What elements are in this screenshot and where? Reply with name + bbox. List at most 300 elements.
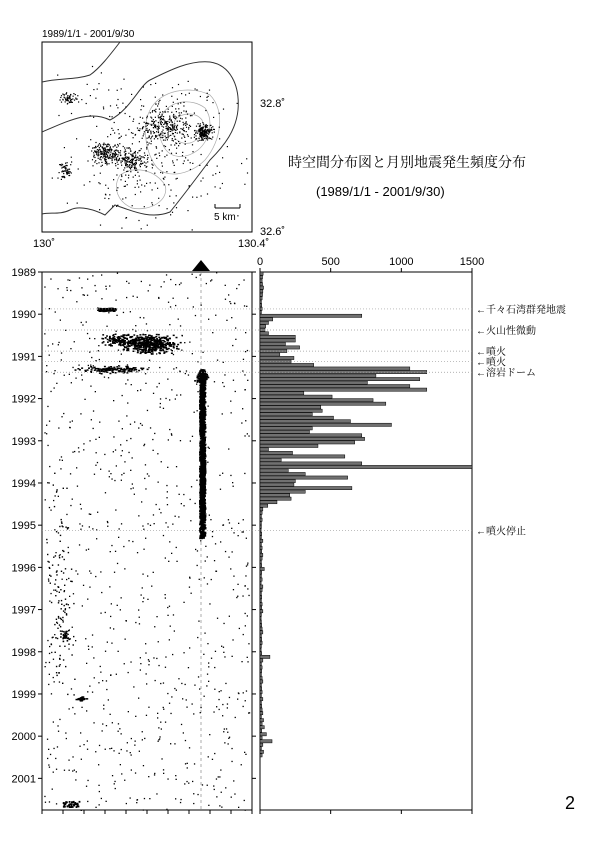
event-dot [89, 513, 90, 514]
event-dot [73, 593, 74, 594]
event-dot [190, 520, 191, 521]
event-dot [126, 415, 127, 416]
frequency-bar [260, 754, 262, 757]
event-dot [79, 277, 80, 278]
event-dot [87, 749, 88, 750]
event-dot [112, 340, 114, 342]
event-dot [208, 666, 209, 667]
event-dot [160, 683, 161, 684]
event-dot [128, 711, 129, 712]
event-dot [151, 342, 153, 344]
y-tick-label: 2001 [11, 773, 36, 786]
event-dot [236, 288, 237, 289]
event-dot [211, 579, 212, 580]
event-dot [115, 788, 116, 789]
event-dot [136, 335, 138, 337]
event-dot [66, 738, 67, 739]
event-dot [166, 497, 167, 498]
event-dot [207, 462, 208, 463]
event-dot [175, 284, 176, 285]
event-dot [49, 575, 50, 576]
event-dot [148, 475, 149, 476]
event-dot [66, 287, 67, 288]
event-dot [233, 589, 234, 590]
event-dot [165, 722, 166, 723]
event-dot [185, 373, 186, 374]
event-dot [141, 342, 143, 344]
frequency-bar [260, 743, 263, 746]
event-dot [144, 478, 145, 479]
frequency-bar [260, 708, 262, 711]
event-dot [180, 799, 181, 800]
event-dot [192, 353, 193, 354]
frequency-bar [260, 483, 294, 486]
event-dot [66, 613, 67, 614]
event-dot [141, 281, 142, 282]
event-dot [213, 785, 214, 786]
event-dot [49, 801, 50, 802]
event-dot [153, 393, 154, 394]
event-dot [158, 641, 159, 642]
event-dot [152, 343, 154, 345]
event-dot [51, 693, 52, 694]
event-dot [208, 681, 209, 682]
event-dot [87, 691, 88, 692]
event-dot [83, 449, 84, 450]
frequency-bar [260, 448, 268, 451]
event-dot [137, 352, 139, 354]
event-dot [126, 750, 127, 751]
event-dot [127, 349, 129, 351]
event-dot [158, 727, 159, 728]
frequency-bar [260, 300, 261, 303]
frequency-bar [260, 603, 262, 606]
event-dot [101, 373, 103, 375]
event-dot [47, 640, 48, 641]
event-dot [190, 440, 191, 441]
event-dot [63, 621, 64, 622]
event-dot [107, 522, 108, 523]
event-dot [118, 368, 120, 370]
event-dot [158, 665, 159, 666]
y-tick-label: 1993 [11, 435, 36, 448]
event-dot [101, 798, 102, 799]
frequency-bar [260, 430, 309, 433]
event-dot [199, 538, 203, 540]
event-dot [127, 348, 129, 350]
event-dot [244, 473, 245, 474]
event-dot [154, 523, 155, 524]
event-dot [90, 366, 92, 368]
frequency-bar [260, 406, 321, 409]
event-dot [77, 368, 79, 370]
event-dot [138, 370, 140, 372]
event-dot [97, 307, 98, 308]
event-dot [145, 538, 146, 539]
page-subtitle: (1989/1/1 - 2001/9/30) [316, 184, 445, 199]
event-dot [201, 375, 203, 377]
event-dot [53, 659, 54, 660]
event-dot [135, 622, 136, 623]
event-dot [72, 707, 73, 708]
event-dot [85, 698, 88, 700]
frequency-bar [260, 311, 261, 314]
event-dot [199, 688, 200, 689]
event-dot [244, 800, 245, 801]
event-dot [49, 646, 50, 647]
event-dot [138, 345, 140, 347]
event-dot [176, 779, 177, 780]
event-dot [49, 507, 50, 508]
event-dot [100, 571, 101, 572]
event-dot [80, 529, 81, 530]
frequency-bar [260, 427, 312, 430]
event-dot [63, 572, 64, 573]
event-dot [234, 793, 235, 794]
event-dot [55, 758, 56, 759]
frequency-bar [260, 399, 373, 402]
event-dot [214, 560, 215, 561]
event-dot [59, 665, 60, 666]
event-dot [138, 609, 139, 610]
event-dot [104, 454, 105, 455]
event-dot [59, 681, 60, 682]
event-dot [224, 386, 225, 387]
event-dot [56, 489, 57, 490]
event-dot [164, 341, 166, 343]
frequency-bar [260, 606, 262, 609]
event-dot [102, 730, 103, 731]
y-tick-label: 1992 [11, 393, 36, 406]
event-dot [165, 667, 166, 668]
event-dot [221, 646, 222, 647]
event-dot [207, 674, 208, 675]
event-dot [81, 374, 82, 375]
event-dot [223, 524, 224, 525]
event-dot [95, 465, 96, 466]
event-dot [221, 807, 222, 808]
event-dot [81, 322, 82, 323]
event-dot [45, 666, 46, 667]
event-dot [116, 674, 117, 675]
event-dot [118, 723, 119, 724]
event-dot [89, 338, 90, 339]
frequency-bar [260, 318, 273, 321]
event-dot [243, 519, 244, 520]
event-dot [222, 382, 223, 383]
event-dot [170, 279, 171, 280]
event-dot [92, 528, 93, 529]
event-dot [194, 763, 195, 764]
event-dot [60, 664, 61, 665]
frequency-bar [260, 356, 294, 359]
event-dot [99, 791, 100, 792]
event-dot [143, 765, 144, 766]
event-dot [124, 343, 126, 345]
event-dot [140, 317, 141, 318]
frequency-bar [260, 627, 262, 630]
event-dot [67, 527, 68, 528]
event-dot [89, 526, 90, 527]
event-dot [70, 581, 71, 582]
event-dot [204, 577, 205, 578]
event-dot [182, 698, 183, 699]
event-dot [115, 300, 116, 301]
event-dot [247, 563, 248, 564]
event-dot [48, 345, 49, 346]
event-dot [160, 398, 161, 399]
event-dot [131, 384, 132, 385]
event-dot [231, 748, 232, 749]
event-dot [98, 345, 99, 346]
frequency-bar [260, 588, 262, 591]
event-dot [119, 753, 120, 754]
event-dot [65, 527, 66, 528]
event-dot [200, 373, 202, 375]
event-dot [170, 306, 171, 307]
event-dot [126, 281, 127, 282]
event-dot [150, 525, 151, 526]
event-dot [145, 464, 146, 465]
frequency-bar [260, 676, 262, 679]
event-dot [166, 485, 167, 486]
event-dot [86, 710, 87, 711]
event-dot [64, 612, 65, 613]
event-dot [184, 783, 185, 784]
event-dot [183, 732, 184, 733]
map-lat-tick-2: 32.6˚ [260, 226, 286, 238]
frequency-bar [260, 581, 261, 584]
event-dot [175, 798, 176, 799]
event-dot [194, 380, 196, 382]
frequency-bar [260, 666, 262, 669]
event-dot [135, 716, 136, 717]
event-dot [239, 628, 240, 629]
event-dot [108, 699, 109, 700]
event-dot [94, 338, 95, 339]
event-dot [80, 700, 83, 702]
event-dot [196, 384, 197, 385]
event-dot [136, 342, 138, 344]
event-dot [139, 617, 140, 618]
event-dot [148, 776, 149, 777]
annotation-label: ←噴火 [476, 357, 506, 369]
frequency-bar [260, 715, 261, 718]
event-dot [248, 595, 249, 596]
event-dot [143, 445, 144, 446]
event-dot [209, 734, 210, 735]
event-dot [217, 618, 218, 619]
event-dot [67, 279, 68, 280]
event-dot [147, 473, 148, 474]
event-dot [61, 600, 62, 601]
event-dot [118, 350, 119, 351]
event-dot [195, 315, 196, 316]
frequency-bar [260, 423, 391, 426]
event-dot [207, 643, 208, 644]
event-dot [130, 368, 132, 370]
event-dot [68, 547, 69, 548]
frequency-bar [260, 367, 410, 370]
event-dot [238, 284, 239, 285]
event-dot [222, 413, 223, 414]
frequency-bar [260, 395, 332, 398]
event-dot [187, 763, 188, 764]
event-dot [243, 706, 244, 707]
event-dot [181, 350, 182, 351]
event-dot [166, 339, 168, 341]
event-dot [126, 440, 127, 441]
event-dot [118, 421, 119, 422]
event-dot [184, 342, 185, 343]
event-dot [62, 525, 63, 526]
event-dot [142, 339, 144, 341]
event-dot [246, 538, 247, 539]
event-dot [130, 752, 131, 753]
event-dot [137, 347, 139, 349]
event-dot [178, 516, 179, 517]
event-dot [235, 339, 236, 340]
event-dot [56, 574, 57, 575]
event-dot [124, 568, 125, 569]
event-dot [67, 694, 68, 695]
event-dot [113, 628, 114, 629]
frequency-bar [260, 596, 262, 599]
event-dot [105, 749, 106, 750]
event-dot [137, 337, 139, 339]
event-dot [183, 602, 184, 603]
event-dot [115, 340, 117, 342]
frequency-bar [260, 705, 262, 708]
event-dot [197, 377, 199, 379]
event-dot [86, 786, 87, 787]
event-dot [142, 739, 143, 740]
event-dot [145, 340, 147, 342]
event-dot [92, 634, 93, 635]
event-dot [145, 383, 146, 384]
event-dot [142, 731, 143, 732]
event-dot [73, 636, 74, 637]
frequency-bar [260, 662, 261, 665]
event-dot [61, 604, 62, 605]
event-dot [54, 473, 55, 474]
event-dot [219, 776, 220, 777]
event-dot [98, 682, 99, 683]
event-dot [69, 374, 70, 375]
event-dot [166, 340, 168, 342]
event-dot [148, 659, 149, 660]
event-dot [91, 357, 92, 358]
event-dot [227, 703, 228, 704]
event-dot [68, 648, 69, 649]
event-dot [71, 654, 72, 655]
event-dot [185, 684, 186, 685]
frequency-frame [260, 272, 472, 810]
event-dot [149, 344, 151, 346]
event-dot [212, 332, 213, 333]
event-dot [109, 373, 111, 375]
event-dot [122, 369, 124, 371]
event-dot [89, 440, 90, 441]
event-dot [114, 368, 116, 370]
event-dot [61, 359, 62, 360]
event-dot [208, 662, 209, 663]
event-dot [80, 504, 81, 505]
event-dot [173, 354, 174, 355]
event-dot [220, 541, 221, 542]
event-dot [61, 521, 62, 522]
event-dot [243, 692, 244, 693]
event-dot [228, 448, 229, 449]
map-date-range: 1989/1/1 - 2001/9/30 [42, 29, 135, 40]
event-dot [196, 277, 197, 278]
event-dot [72, 770, 73, 771]
event-dot [89, 587, 90, 588]
event-dot [229, 616, 230, 617]
event-dot [121, 354, 122, 355]
event-dot [183, 505, 184, 506]
event-dot [62, 579, 63, 580]
event-dot [160, 407, 161, 408]
event-dot [81, 759, 82, 760]
event-dot [165, 557, 166, 558]
frequency-bar [260, 497, 291, 500]
event-dot [161, 345, 163, 347]
event-dot [56, 666, 57, 667]
event-dot [144, 345, 146, 347]
frequency-bar [260, 641, 262, 644]
event-dot [120, 764, 121, 765]
event-dot [114, 572, 115, 573]
event-dot [66, 633, 68, 635]
event-dot [84, 295, 85, 296]
event-dot [163, 352, 165, 354]
event-dot [95, 391, 96, 392]
event-dot [48, 684, 49, 685]
event-dot [72, 420, 73, 421]
event-dot [135, 331, 136, 332]
event-dot [53, 677, 54, 678]
event-dot [208, 319, 209, 320]
event-dot [127, 379, 128, 380]
event-dot [94, 474, 95, 475]
frequency-bar [260, 610, 263, 613]
event-dot [79, 544, 80, 545]
event-dot [60, 655, 61, 656]
event-dot [219, 805, 220, 806]
event-dot [153, 450, 154, 451]
event-dot [123, 312, 124, 313]
event-dot [50, 278, 51, 279]
event-dot [96, 370, 98, 372]
vent-marker-icon [192, 260, 210, 271]
event-dot [126, 297, 127, 298]
event-dot [98, 764, 99, 765]
event-dot [63, 659, 64, 660]
event-dot [171, 353, 173, 355]
event-dot [100, 613, 101, 614]
frequency-bar [260, 279, 262, 282]
event-dot [64, 559, 65, 560]
frequency-bar [260, 413, 312, 416]
event-dot [167, 615, 168, 616]
event-dot [185, 740, 186, 741]
event-dot [154, 626, 155, 627]
event-dot [232, 656, 233, 657]
event-dot [168, 302, 169, 303]
event-dot [141, 344, 143, 346]
event-dot [206, 376, 208, 378]
